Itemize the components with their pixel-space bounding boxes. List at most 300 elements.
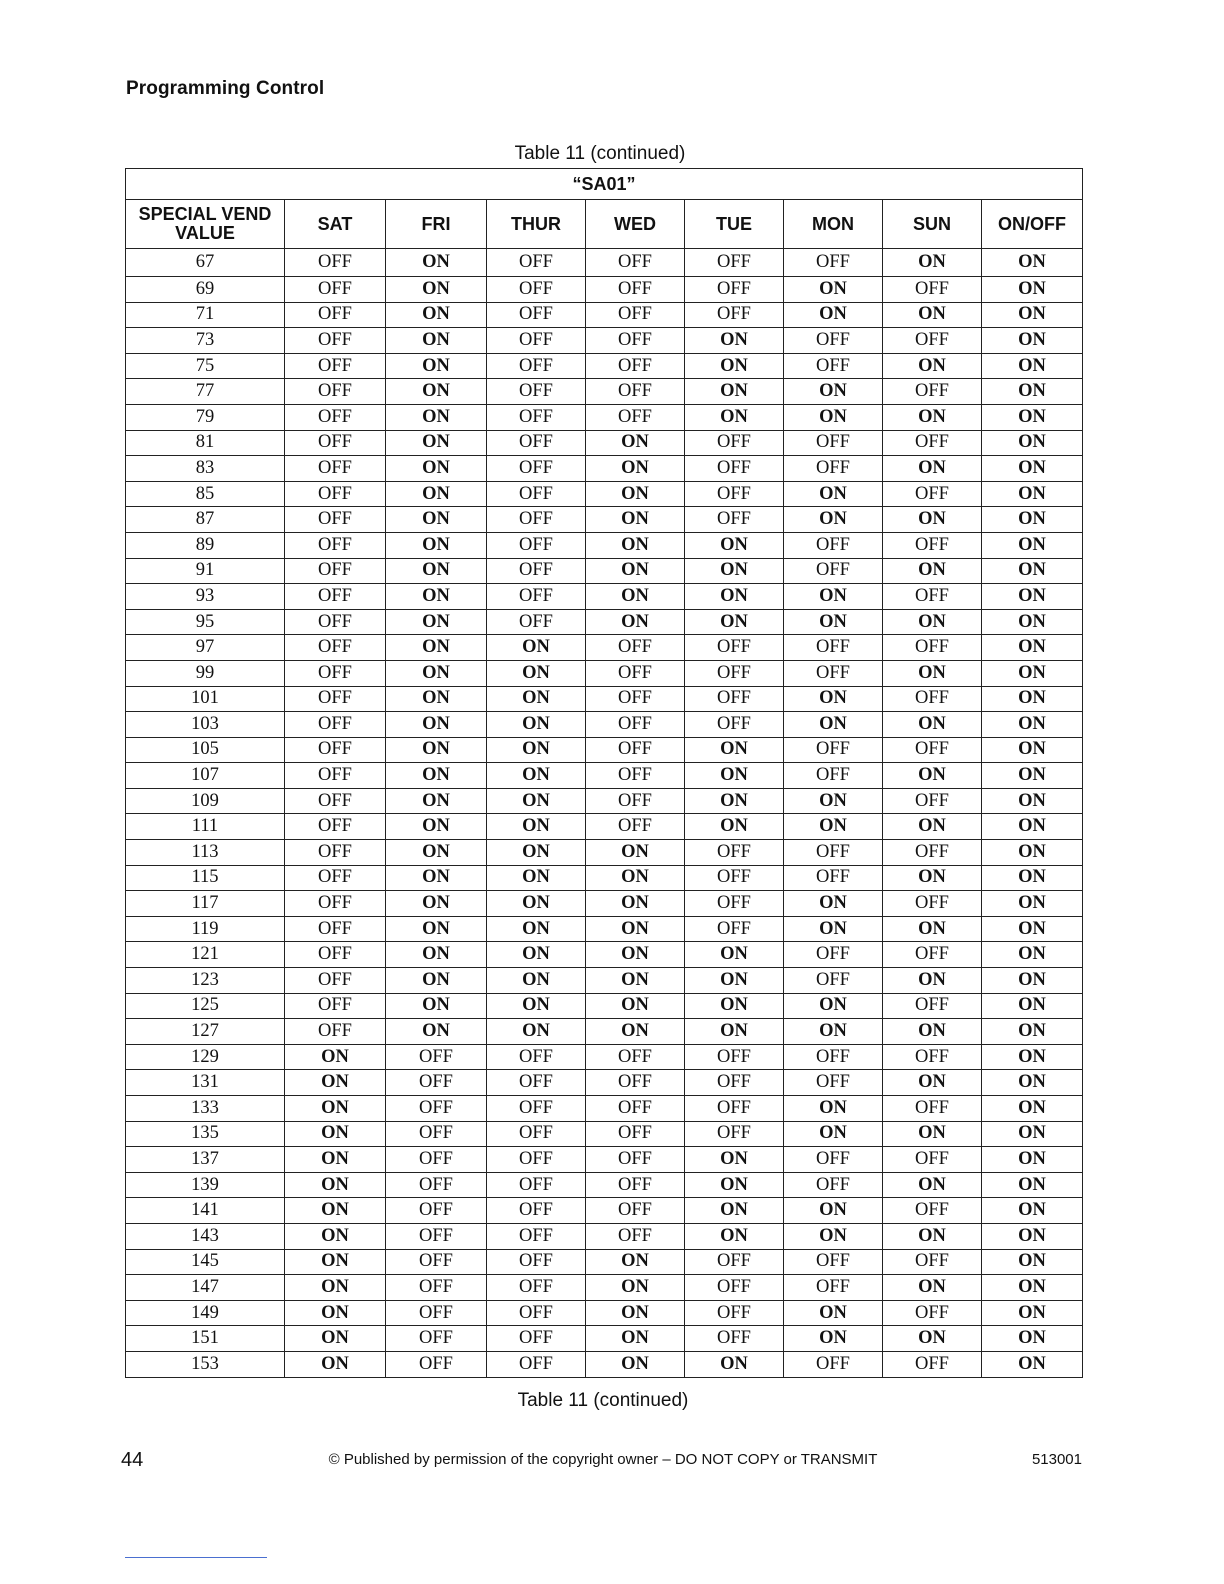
day-setting-cell: ON [386, 840, 487, 866]
day-setting-cell: ON [883, 507, 982, 533]
day-setting-cell: OFF [386, 1351, 487, 1377]
day-setting-cell: ON [784, 404, 883, 430]
day-setting-cell: ON [784, 686, 883, 712]
day-setting-cell: ON [982, 1070, 1083, 1096]
day-setting-cell: ON [784, 712, 883, 738]
day-setting-cell: OFF [685, 1044, 784, 1070]
day-setting-cell: ON [982, 1147, 1083, 1173]
day-setting-cell: OFF [883, 379, 982, 405]
day-setting-cell: ON [586, 968, 685, 994]
special-vend-value-cell: 73 [126, 328, 285, 354]
day-setting-cell: ON [982, 1249, 1083, 1275]
day-setting-cell: ON [982, 249, 1083, 277]
day-setting-cell: OFF [487, 1044, 586, 1070]
special-vend-value-cell: 87 [126, 507, 285, 533]
table-row [126, 277, 1083, 303]
column-header-on-off: ON/OFF [982, 200, 1083, 249]
day-setting-cell: OFF [685, 1096, 784, 1122]
day-setting-cell: OFF [883, 993, 982, 1019]
day-setting-cell: OFF [285, 635, 386, 661]
table-row [126, 891, 1083, 917]
day-setting-cell: ON [386, 430, 487, 456]
day-setting-cell: ON [285, 1121, 386, 1147]
column-header-tue: TUE [685, 200, 784, 249]
column-header-special-vend-value: SPECIAL VEND VALUE [126, 200, 285, 249]
column-header-sat: SAT [285, 200, 386, 249]
day-setting-cell: OFF [586, 328, 685, 354]
day-setting-cell: OFF [386, 1070, 487, 1096]
page-number: 44 [121, 1449, 144, 1471]
day-setting-cell: OFF [487, 1121, 586, 1147]
day-setting-cell: ON [685, 1147, 784, 1173]
day-setting-cell: ON [386, 584, 487, 610]
day-setting-cell: ON [685, 609, 784, 635]
table-row [126, 968, 1083, 994]
day-setting-cell: ON [883, 1070, 982, 1096]
day-setting-cell: OFF [784, 635, 883, 661]
day-setting-cell: OFF [386, 1326, 487, 1352]
day-setting-cell: OFF [784, 840, 883, 866]
day-setting-cell: ON [487, 891, 586, 917]
day-setting-cell: ON [487, 635, 586, 661]
day-setting-cell: ON [685, 1223, 784, 1249]
day-setting-cell: OFF [285, 788, 386, 814]
day-setting-cell: ON [982, 1096, 1083, 1122]
day-setting-cell: ON [386, 737, 487, 763]
day-setting-cell: OFF [487, 1249, 586, 1275]
day-setting-cell: OFF [285, 840, 386, 866]
day-setting-cell: ON [487, 686, 586, 712]
day-setting-cell: OFF [285, 712, 386, 738]
day-setting-cell: ON [285, 1198, 386, 1224]
special-vend-value-cell: 85 [126, 481, 285, 507]
special-vend-value-cell: 69 [126, 277, 285, 303]
day-setting-cell: OFF [386, 1275, 487, 1301]
day-setting-cell: ON [784, 277, 883, 303]
day-setting-cell: ON [883, 968, 982, 994]
day-setting-cell: OFF [285, 532, 386, 558]
day-setting-cell: ON [982, 558, 1083, 584]
table-row [126, 686, 1083, 712]
day-setting-cell: OFF [487, 1147, 586, 1173]
day-setting-cell: OFF [285, 249, 386, 277]
table-row [126, 1172, 1083, 1198]
table-row [126, 942, 1083, 968]
day-setting-cell: OFF [586, 635, 685, 661]
special-vend-value-cell: 121 [126, 942, 285, 968]
day-setting-cell: ON [883, 609, 982, 635]
day-setting-cell: ON [285, 1044, 386, 1070]
day-setting-cell: OFF [784, 1249, 883, 1275]
day-setting-cell: ON [883, 712, 982, 738]
day-setting-cell: ON [784, 1121, 883, 1147]
day-setting-cell: ON [982, 840, 1083, 866]
day-setting-cell: ON [784, 1019, 883, 1045]
day-setting-cell: OFF [685, 840, 784, 866]
table-row [126, 379, 1083, 405]
day-setting-cell: OFF [487, 532, 586, 558]
day-setting-cell: OFF [285, 353, 386, 379]
day-setting-cell: ON [487, 916, 586, 942]
day-setting-cell: OFF [883, 1351, 982, 1377]
special-vend-value-cell: 67 [126, 249, 285, 277]
day-setting-cell: ON [386, 968, 487, 994]
day-setting-cell: ON [386, 1019, 487, 1045]
day-setting-cell: ON [386, 686, 487, 712]
special-vend-value-cell: 79 [126, 404, 285, 430]
day-setting-cell: OFF [285, 916, 386, 942]
table-row [126, 840, 1083, 866]
table-row [126, 916, 1083, 942]
day-setting-cell: OFF [487, 328, 586, 354]
day-setting-cell: ON [883, 249, 982, 277]
day-setting-cell: OFF [487, 302, 586, 328]
special-vend-value-cell: 75 [126, 353, 285, 379]
day-setting-cell: OFF [784, 1070, 883, 1096]
day-setting-cell: ON [487, 763, 586, 789]
day-setting-cell: ON [586, 916, 685, 942]
day-setting-cell: ON [285, 1147, 386, 1173]
day-setting-cell: OFF [685, 507, 784, 533]
day-setting-cell: ON [784, 1096, 883, 1122]
special-vend-value-cell: 131 [126, 1070, 285, 1096]
table-row [126, 1147, 1083, 1173]
day-setting-cell: OFF [586, 249, 685, 277]
day-setting-cell: ON [982, 379, 1083, 405]
day-setting-cell: ON [784, 1198, 883, 1224]
day-setting-cell: ON [386, 277, 487, 303]
day-setting-cell: OFF [586, 1044, 685, 1070]
day-setting-cell: ON [386, 788, 487, 814]
day-setting-cell: ON [586, 942, 685, 968]
table-row [126, 1326, 1083, 1352]
day-setting-cell: OFF [487, 404, 586, 430]
day-setting-cell: ON [982, 1326, 1083, 1352]
table-row [126, 507, 1083, 533]
special-vend-value-cell: 119 [126, 916, 285, 942]
day-setting-cell: ON [685, 814, 784, 840]
day-setting-cell: ON [982, 1300, 1083, 1326]
day-setting-cell: OFF [685, 481, 784, 507]
day-setting-cell: ON [487, 865, 586, 891]
column-header-thur: THUR [487, 200, 586, 249]
table-row [126, 456, 1083, 482]
day-setting-cell: ON [386, 328, 487, 354]
day-setting-cell: ON [386, 558, 487, 584]
day-setting-cell: ON [586, 1351, 685, 1377]
special-vend-value-cell: 91 [126, 558, 285, 584]
day-setting-cell: ON [487, 840, 586, 866]
table-row [126, 712, 1083, 738]
table-row [126, 1019, 1083, 1045]
day-setting-cell: ON [586, 430, 685, 456]
day-setting-cell: ON [487, 814, 586, 840]
day-setting-cell: ON [285, 1249, 386, 1275]
table-row [126, 1198, 1083, 1224]
day-setting-cell: ON [982, 1044, 1083, 1070]
day-setting-cell: ON [386, 302, 487, 328]
table-row [126, 302, 1083, 328]
day-setting-cell: OFF [883, 942, 982, 968]
table-row [126, 1300, 1083, 1326]
day-setting-cell: OFF [487, 249, 586, 277]
day-setting-cell: OFF [883, 635, 982, 661]
day-setting-cell: ON [982, 584, 1083, 610]
special-vend-value-cell: 141 [126, 1198, 285, 1224]
day-setting-cell: OFF [386, 1223, 487, 1249]
day-setting-cell: ON [487, 942, 586, 968]
day-setting-cell: OFF [487, 481, 586, 507]
day-setting-cell: ON [685, 404, 784, 430]
day-setting-cell: OFF [685, 1249, 784, 1275]
day-setting-cell: OFF [586, 712, 685, 738]
day-setting-cell: OFF [685, 891, 784, 917]
day-setting-cell: ON [982, 686, 1083, 712]
day-setting-cell: OFF [685, 430, 784, 456]
table-row [126, 584, 1083, 610]
day-setting-cell: OFF [285, 660, 386, 686]
day-setting-cell: OFF [685, 249, 784, 277]
day-setting-cell: OFF [285, 584, 386, 610]
day-setting-cell: OFF [784, 1172, 883, 1198]
special-vend-value-cell: 147 [126, 1275, 285, 1301]
day-setting-cell: ON [982, 532, 1083, 558]
table-row [126, 1275, 1083, 1301]
special-vend-value-cell: 97 [126, 635, 285, 661]
day-setting-cell: OFF [285, 481, 386, 507]
day-setting-cell: ON [982, 660, 1083, 686]
day-setting-cell: OFF [586, 353, 685, 379]
day-setting-cell: OFF [487, 584, 586, 610]
day-setting-cell: ON [685, 1198, 784, 1224]
day-setting-cell: OFF [386, 1044, 487, 1070]
day-setting-cell: OFF [285, 456, 386, 482]
day-setting-cell: ON [883, 814, 982, 840]
day-setting-cell: ON [982, 1019, 1083, 1045]
special-vend-value-cell: 99 [126, 660, 285, 686]
day-setting-cell: OFF [487, 1326, 586, 1352]
day-setting-cell: OFF [285, 865, 386, 891]
table-row [126, 609, 1083, 635]
table-row [126, 481, 1083, 507]
day-setting-cell: OFF [487, 277, 586, 303]
day-setting-cell: ON [982, 609, 1083, 635]
day-setting-cell: ON [487, 737, 586, 763]
day-setting-cell: OFF [386, 1147, 487, 1173]
day-setting-cell: OFF [883, 1147, 982, 1173]
day-setting-cell: OFF [487, 558, 586, 584]
day-setting-cell: ON [386, 865, 487, 891]
table-row [126, 1351, 1083, 1377]
day-setting-cell: OFF [685, 1300, 784, 1326]
special-vend-value-cell: 81 [126, 430, 285, 456]
day-setting-cell: ON [586, 481, 685, 507]
day-setting-cell: ON [982, 788, 1083, 814]
table-row [126, 1121, 1083, 1147]
day-setting-cell: OFF [883, 277, 982, 303]
day-setting-cell: OFF [487, 1070, 586, 1096]
special-vend-value-cell: 139 [126, 1172, 285, 1198]
day-setting-cell: ON [982, 507, 1083, 533]
day-setting-cell: OFF [586, 1172, 685, 1198]
day-setting-cell: ON [487, 968, 586, 994]
special-vend-value-cell: 89 [126, 532, 285, 558]
day-setting-cell: ON [685, 379, 784, 405]
day-setting-cell: ON [386, 379, 487, 405]
day-setting-cell: OFF [487, 353, 586, 379]
table-row [126, 1070, 1083, 1096]
day-setting-cell: ON [685, 993, 784, 1019]
day-setting-cell: ON [883, 404, 982, 430]
day-setting-cell: ON [982, 430, 1083, 456]
special-vend-value-cell: 103 [126, 712, 285, 738]
day-setting-cell: OFF [586, 737, 685, 763]
day-setting-cell: OFF [285, 891, 386, 917]
special-vend-value-cell: 153 [126, 1351, 285, 1377]
day-setting-cell: OFF [285, 814, 386, 840]
day-setting-cell: ON [982, 1223, 1083, 1249]
day-setting-cell: ON [784, 1300, 883, 1326]
day-setting-cell: OFF [784, 456, 883, 482]
day-setting-cell: ON [386, 481, 487, 507]
day-setting-cell: ON [883, 1019, 982, 1045]
day-setting-cell: OFF [386, 1172, 487, 1198]
day-setting-cell: OFF [285, 507, 386, 533]
day-setting-cell: OFF [386, 1096, 487, 1122]
day-setting-cell: OFF [586, 1198, 685, 1224]
special-vend-value-cell: 133 [126, 1096, 285, 1122]
day-setting-cell: ON [285, 1070, 386, 1096]
day-setting-cell: ON [285, 1172, 386, 1198]
day-setting-cell: ON [685, 1019, 784, 1045]
table-row [126, 353, 1083, 379]
day-setting-cell: OFF [883, 1044, 982, 1070]
special-vend-value-cell: 135 [126, 1121, 285, 1147]
day-setting-cell: OFF [883, 430, 982, 456]
day-setting-cell: ON [883, 558, 982, 584]
day-setting-cell: ON [285, 1351, 386, 1377]
table-row [126, 993, 1083, 1019]
day-setting-cell: ON [487, 788, 586, 814]
day-setting-cell: OFF [386, 1300, 487, 1326]
special-vend-value-cell: 77 [126, 379, 285, 405]
day-setting-cell: OFF [784, 942, 883, 968]
day-setting-cell: ON [487, 712, 586, 738]
day-setting-cell: ON [685, 968, 784, 994]
day-setting-cell: OFF [883, 840, 982, 866]
day-setting-cell: OFF [883, 481, 982, 507]
day-setting-cell: OFF [685, 1070, 784, 1096]
day-setting-cell: OFF [685, 712, 784, 738]
day-setting-cell: ON [586, 891, 685, 917]
day-setting-cell: ON [386, 635, 487, 661]
day-setting-cell: OFF [285, 763, 386, 789]
day-setting-cell: OFF [586, 277, 685, 303]
day-setting-cell: OFF [685, 456, 784, 482]
day-setting-cell: OFF [285, 942, 386, 968]
day-setting-cell: ON [784, 916, 883, 942]
day-setting-cell: OFF [487, 1275, 586, 1301]
section-title: Programming Control [126, 78, 325, 99]
day-setting-cell: OFF [685, 916, 784, 942]
day-setting-cell: ON [386, 763, 487, 789]
day-setting-cell: ON [685, 737, 784, 763]
table-row [126, 660, 1083, 686]
day-setting-cell: ON [586, 609, 685, 635]
table-row [126, 404, 1083, 430]
day-setting-cell: ON [883, 763, 982, 789]
day-setting-cell: ON [586, 840, 685, 866]
day-setting-cell: OFF [784, 353, 883, 379]
day-setting-cell: OFF [487, 1223, 586, 1249]
day-setting-cell: OFF [586, 1121, 685, 1147]
day-setting-cell: ON [386, 456, 487, 482]
special-vend-value-cell: 151 [126, 1326, 285, 1352]
day-setting-cell: OFF [784, 660, 883, 686]
day-setting-cell: ON [982, 1198, 1083, 1224]
day-setting-cell: OFF [487, 507, 586, 533]
day-setting-cell: OFF [586, 814, 685, 840]
day-setting-cell: OFF [784, 532, 883, 558]
day-setting-cell: ON [285, 1300, 386, 1326]
day-setting-cell: OFF [784, 737, 883, 763]
day-setting-cell: OFF [883, 1096, 982, 1122]
day-setting-cell: ON [685, 353, 784, 379]
day-setting-cell: OFF [883, 737, 982, 763]
day-setting-cell: ON [586, 1300, 685, 1326]
day-setting-cell: ON [586, 1019, 685, 1045]
document-number: 513001 [1031, 1451, 1082, 1468]
day-setting-cell: ON [784, 891, 883, 917]
day-setting-cell: OFF [487, 1351, 586, 1377]
table-row [126, 1249, 1083, 1275]
day-setting-cell: ON [883, 916, 982, 942]
day-setting-cell: ON [982, 635, 1083, 661]
day-setting-cell: ON [285, 1326, 386, 1352]
day-setting-cell: OFF [285, 993, 386, 1019]
table-row [126, 328, 1083, 354]
day-setting-cell: OFF [784, 558, 883, 584]
day-setting-cell: ON [586, 584, 685, 610]
day-setting-cell: ON [982, 1351, 1083, 1377]
day-setting-cell: ON [487, 993, 586, 1019]
day-setting-cell: OFF [784, 865, 883, 891]
day-setting-cell: ON [586, 1249, 685, 1275]
special-vend-value-cell: 143 [126, 1223, 285, 1249]
day-setting-cell: ON [982, 942, 1083, 968]
copyright-notice: © Published by permission of the copyright owner – DO NOT COPY or TRANSMIT [328, 1451, 878, 1468]
day-setting-cell: OFF [285, 430, 386, 456]
table-caption-bottom: Table 11 (continued) [517, 1390, 689, 1411]
day-setting-cell: OFF [586, 660, 685, 686]
special-vend-value-cell: 145 [126, 1249, 285, 1275]
day-setting-cell: ON [285, 1275, 386, 1301]
day-setting-cell: OFF [784, 1044, 883, 1070]
day-setting-cell: OFF [285, 968, 386, 994]
day-setting-cell: ON [586, 1326, 685, 1352]
day-setting-cell: ON [883, 302, 982, 328]
bottom-divider [125, 1557, 267, 1558]
day-setting-cell: OFF [386, 1198, 487, 1224]
day-setting-cell: OFF [586, 379, 685, 405]
special-vend-value-cell: 125 [126, 993, 285, 1019]
day-setting-cell: OFF [285, 737, 386, 763]
day-setting-cell: OFF [883, 686, 982, 712]
day-setting-cell: OFF [487, 430, 586, 456]
day-setting-cell: ON [784, 788, 883, 814]
table-row [126, 532, 1083, 558]
day-setting-cell: OFF [586, 763, 685, 789]
